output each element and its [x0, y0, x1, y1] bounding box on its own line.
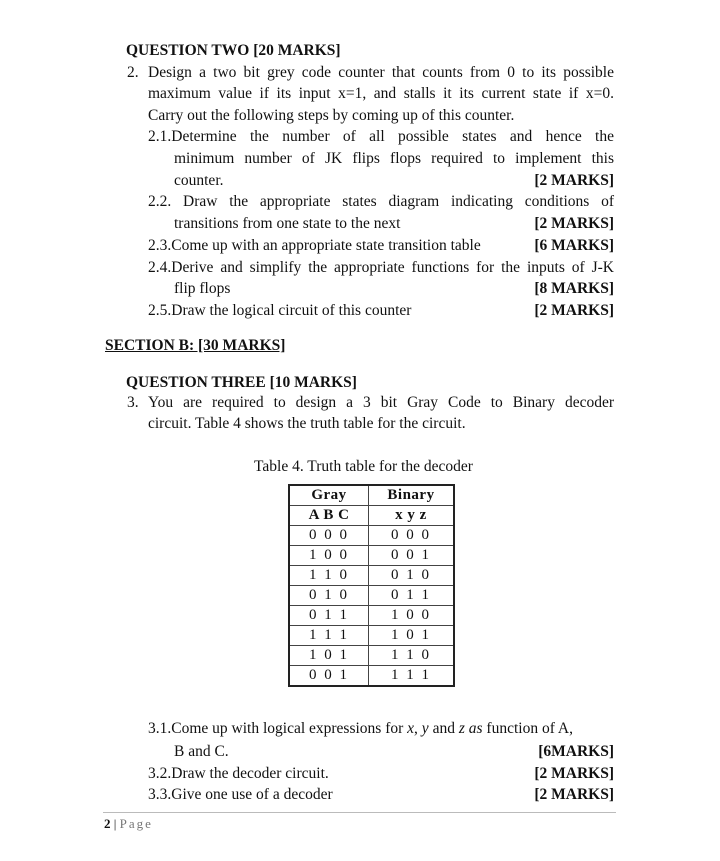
- var-y: y: [421, 720, 429, 737]
- q2-1-marks: [2 MARKS]: [534, 172, 614, 189]
- gray-cell: 1 0 1: [289, 646, 369, 666]
- q3-2-marks: [2 MARKS]: [534, 765, 614, 782]
- q3-3-marks: [2 MARKS]: [534, 786, 614, 803]
- table-row: [289, 626, 454, 646]
- col-subheader-abc: A B C: [289, 506, 369, 526]
- q3-3-line1: 3.3.Give one use of a decoder: [148, 786, 333, 803]
- gray-cell: 0 1 1: [289, 606, 369, 626]
- section-b-heading: SECTION B: [30 MARKS]: [105, 337, 286, 354]
- binary-cell: 0 0 0: [369, 526, 455, 546]
- footer-divider: [103, 812, 616, 813]
- table-row: [289, 526, 454, 546]
- q2-5-marks: [2 MARKS]: [534, 302, 614, 319]
- gray-cell: 0 0 1: [289, 666, 369, 687]
- q3-number: 3.: [127, 394, 139, 411]
- table-row: [289, 646, 454, 666]
- q2-5-line1: 2.5.Draw the logical circuit of this counter: [148, 302, 412, 319]
- q2-4-line2: flip flops: [174, 280, 231, 297]
- q2-1-line1: 2.1.Determine the number of all possible states and hence the: [148, 128, 614, 145]
- gray-cell: 1 1 0: [289, 566, 369, 586]
- var-x: x: [407, 720, 415, 737]
- page-number: 2: [104, 816, 111, 831]
- truth-table: [288, 484, 455, 687]
- q2-intro-line2: maximum value if its input x=1, and stalls it its current state if x=0.: [148, 85, 614, 102]
- table-row: [289, 586, 454, 606]
- page-word: Page: [119, 816, 153, 831]
- gray-cell: 0 1 0: [289, 586, 369, 606]
- q3-1-line1: [148, 720, 573, 738]
- gray-cell: 1 0 0: [289, 546, 369, 566]
- q2-1-line3: counter.: [174, 172, 224, 189]
- q3-1-marks: [6MARKS]: [538, 743, 614, 760]
- col-subheader-xyz: x y z: [369, 506, 455, 526]
- table-row: [289, 606, 454, 626]
- binary-cell: 0 1 1: [369, 586, 455, 606]
- binary-cell: 1 1 1: [369, 666, 455, 687]
- footer-separator: |: [110, 816, 120, 831]
- q3-1-line2: B and C.: [174, 743, 229, 760]
- q2-intro-line3: Carry out the following steps by coming up of this counter.: [148, 107, 515, 124]
- table-row: [289, 666, 454, 687]
- q2-1-line2: minimum number of JK flips flops required to implement this: [174, 150, 614, 167]
- q2-number: 2.: [127, 64, 139, 81]
- binary-cell: 1 0 0: [369, 606, 455, 626]
- q2-4-line1: 2.4.Derive and simplify the appropriate functions for the inputs of J-K: [148, 259, 614, 276]
- q2-2-line1: 2.2. Draw the appropriate states diagram indicating conditions of: [148, 193, 614, 210]
- q2-intro-line1: Design a two bit grey code counter that counts from 0 to its possible: [148, 64, 614, 81]
- q3-1-sep: ,: [414, 720, 422, 737]
- table-subheader-row: [289, 506, 454, 526]
- q2-2-line2: transitions from one state to the next: [174, 215, 401, 232]
- table-caption: Table 4. Truth table for the decoder: [254, 458, 473, 475]
- binary-cell: 0 1 0: [369, 566, 455, 586]
- q3-1-text: 3.1.Come up with logical expressions for: [148, 720, 408, 737]
- table-row: [289, 566, 454, 586]
- var-z: z: [458, 720, 465, 737]
- q3-heading: QUESTION THREE [10 MARKS]: [126, 374, 357, 391]
- q3-1-and: and: [428, 720, 459, 737]
- q2-3-line1: 2.3.Come up with an appropriate state transition table: [148, 237, 481, 254]
- col-header-binary: Binary: [369, 485, 455, 506]
- q3-intro-line1: You are required to design a 3 bit Gray Code to Binary decoder: [148, 394, 614, 411]
- page-footer: [104, 816, 153, 832]
- table-row: [289, 546, 454, 566]
- table-header-row: [289, 485, 454, 506]
- binary-cell: 1 1 0: [369, 646, 455, 666]
- q3-1-rest: function of A,: [482, 720, 573, 737]
- q3-intro-line2: circuit. Table 4 shows the truth table for the circuit.: [148, 415, 466, 432]
- gray-cell: 0 0 0: [289, 526, 369, 546]
- gray-cell: 1 1 1: [289, 626, 369, 646]
- q2-4-marks: [8 MARKS]: [534, 280, 614, 297]
- q3-1-as: as: [464, 720, 483, 737]
- q2-3-marks: [6 MARKS]: [534, 237, 614, 254]
- q2-2-marks: [2 MARKS]: [534, 215, 614, 232]
- col-header-gray: Gray: [289, 485, 369, 506]
- binary-cell: 1 0 1: [369, 626, 455, 646]
- q2-heading: QUESTION TWO [20 MARKS]: [126, 42, 341, 59]
- binary-cell: 0 0 1: [369, 546, 455, 566]
- q3-2-line1: 3.2.Draw the decoder circuit.: [148, 765, 329, 782]
